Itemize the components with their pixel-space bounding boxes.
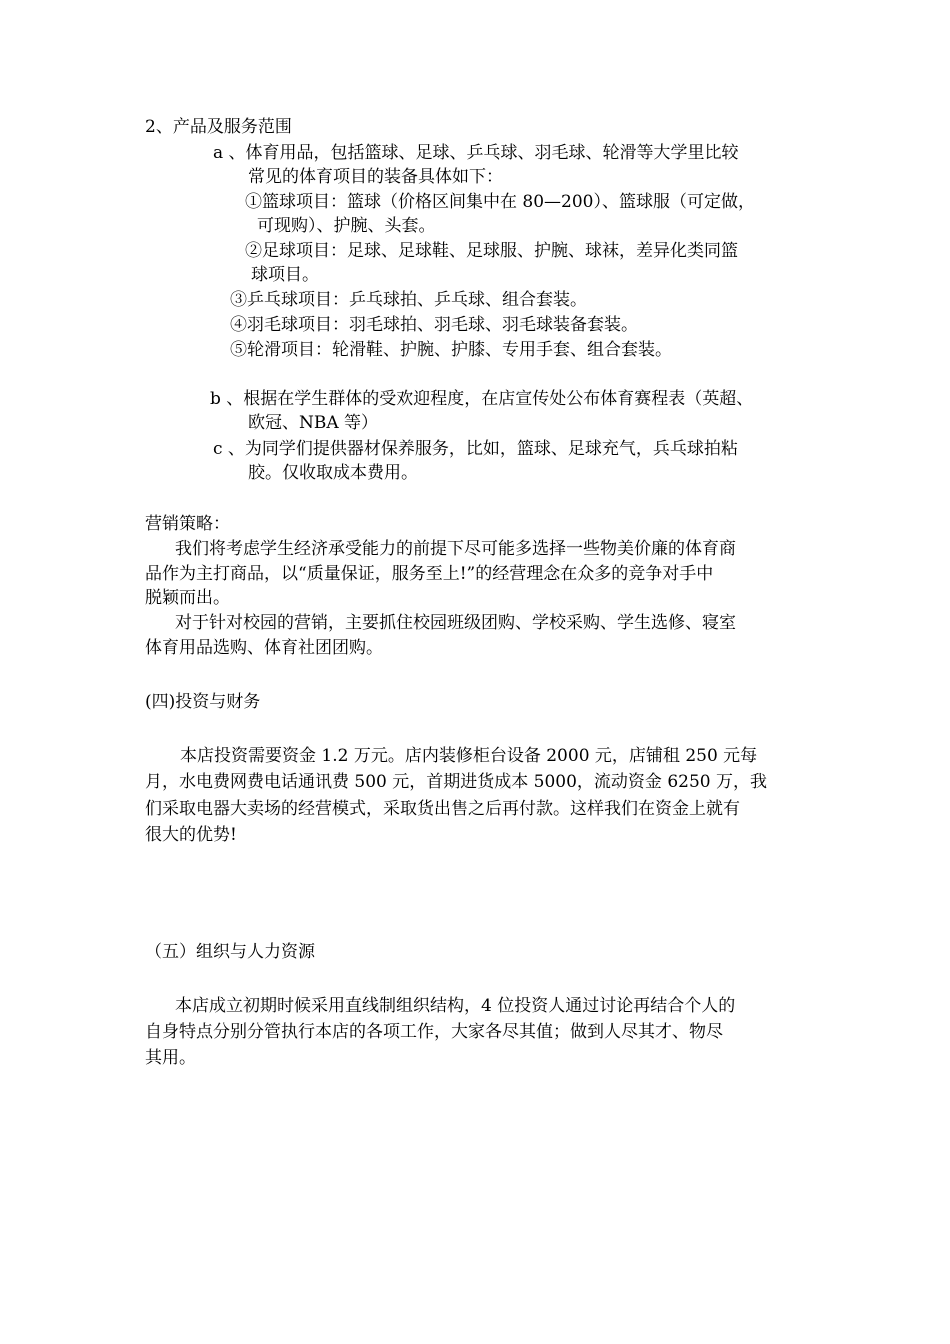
- rollerskate-line: ⑤轮滑项目：轮滑鞋、护腕、护膝、专用手套、组合套装。: [230, 340, 672, 360]
- basketball-line-1: ①篮球项目：篮球（价格区间集中在 80—200）、篮球服（可定做，: [245, 192, 755, 212]
- marketing-p2-line-1: 对于针对校园的营销，主要抓住校园班级团购、学校采购、学生选修、寝室: [175, 613, 736, 633]
- investment-line-2: 月，水电费网费电话通讯费 500 元，首期进货成本 5000，流动资金 6250 万，我: [145, 772, 767, 792]
- investment-line-3: 们采取电器大卖场的经营模式，采取货出售之后再付款。这样我们在资金上就有: [145, 799, 740, 819]
- organization-heading: （五）组织与人力资源: [145, 942, 315, 962]
- marketing-p1-line-3: 脱颖而出。: [145, 588, 230, 608]
- badminton-line: ④羽毛球项目：羽毛球拍、羽毛球、羽毛球装备套装。: [230, 315, 638, 335]
- marketing-p1-line-2: 品作为主打商品，以“质量保证，服务至上!”的经营理念在众多的竞争对手中: [145, 564, 714, 584]
- basketball-line-2: 可现购）、护腕、头套。: [257, 216, 436, 236]
- pingpong-line: ③乒乓球项目：乒乓球拍、乒乓球、组合套装。: [230, 290, 587, 310]
- item-a-line-2: 常见的体育项目的装备具体如下：: [248, 167, 503, 187]
- investment-line-1: 本店投资需要资金 1.2 万元。店内装修柜台设备 2000 元，店铺租 250 元每: [180, 746, 758, 766]
- item-c-line-2: 胶。仅收取成本费用。: [248, 463, 418, 483]
- marketing-p1-line-1: 我们将考虑学生经济承受能力的前提下尽可能多选择一些物美价廉的体育商: [175, 539, 736, 559]
- football-line-1: ②足球项目：足球、足球鞋、足球服、护腕、球袜，差异化类同篮: [245, 241, 738, 261]
- organization-line-3: 其用。: [145, 1048, 196, 1068]
- organization-line-2: 自身特点分别分管执行本店的各项工作，大家各尽其值；做到人尽其才、物尽: [145, 1022, 723, 1042]
- item-b-line-1: b 、根据在学生群体的受欢迎程度，在店宣传处公布体育赛程表（英超、: [210, 389, 754, 409]
- item-a-line-1: a 、体育用品，包括篮球、足球、乒乓球、羽毛球、轮滑等大学里比较: [213, 143, 739, 163]
- organization-line-1: 本店成立初期时候采用直线制组织结构，4 位投资人通过讨论再结合个人的: [175, 996, 736, 1016]
- section-heading-products: 2、产品及服务范围: [145, 117, 292, 137]
- football-line-2: 球项目。: [251, 265, 319, 285]
- marketing-heading: 营销策略：: [145, 514, 230, 534]
- marketing-p2-line-2: 体育用品选购、体育社团团购。: [145, 638, 383, 658]
- item-c-line-1: c 、为同学们提供器材保养服务，比如，篮球、足球充气，兵乓球拍粘: [213, 439, 738, 459]
- investment-line-4: 很大的优势!: [145, 825, 237, 845]
- investment-heading: (四)投资与财务: [145, 692, 261, 712]
- item-b-line-2: 欧冠、NBA 等）: [248, 413, 379, 433]
